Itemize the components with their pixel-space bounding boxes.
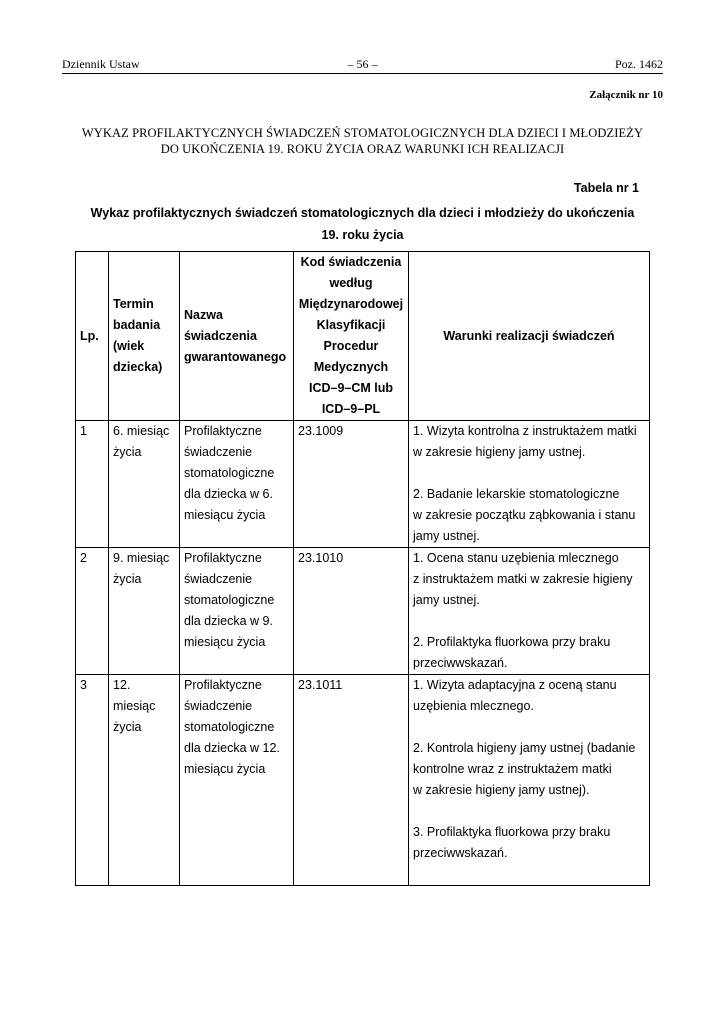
column-header-kod-line: Procedur	[323, 339, 379, 353]
cell-termin-line: życia	[113, 445, 142, 459]
table-body	[76, 421, 650, 886]
table-title-line-1: Wykaz profilaktycznych świadczeń stomatologicznych dla dzieci i młodzieży do ukończenia	[90, 206, 635, 220]
cell-termin-line: 9. miesiąc	[113, 551, 170, 565]
column-header-nazwa	[180, 252, 294, 421]
document-title	[62, 125, 663, 157]
cell-nazwa-line: dla dziecka w 9.	[184, 614, 273, 628]
cell-nazwa-line: Profilaktyczne	[184, 678, 262, 692]
column-header-nazwa-line: Nazwa	[184, 307, 223, 322]
table-row	[76, 421, 650, 548]
cell-warunki-line: z instruktażem matki w zakresie higieny	[413, 572, 633, 586]
column-header-kod-line: Medycznych	[313, 360, 389, 374]
table-row	[76, 675, 650, 886]
cell-nazwa-line: miesiącu życia	[184, 635, 266, 649]
cell-nazwa-line: miesiącu życia	[184, 508, 266, 522]
cell-warunki-line: 1. Wizyta kontrolna z instruktażem matki	[413, 424, 637, 438]
cell-nazwa-line: świadczenie	[184, 445, 253, 459]
paragraph-gap	[413, 864, 645, 885]
cell-warunki-line: jamy ustnej.	[413, 529, 480, 543]
cell-termin-line: życia	[113, 720, 142, 734]
cell-nazwa-line: miesiącu życia	[184, 762, 266, 776]
cell-nazwa-line: stomatologiczne	[184, 593, 275, 607]
cell-kod: 23.1009	[294, 421, 409, 548]
cell-nazwa-line: stomatologiczne	[184, 466, 275, 480]
cell-warunki-line: przeciwwskazań.	[413, 656, 508, 670]
cell-warunki-line: 3. Profilaktyka fluorkowa przy braku	[413, 825, 611, 839]
cell-warunki-line: w zakresie higieny jamy ustnej).	[413, 783, 590, 797]
cell-warunki-line: 1. Ocena stanu uzębienia mlecznego	[413, 551, 619, 565]
cell-nazwa-line: Profilaktyczne	[184, 424, 262, 438]
cell-nazwa	[180, 421, 294, 548]
cell-termin-line: 12.	[113, 678, 131, 692]
cell-nazwa-line: świadczenie	[184, 572, 253, 586]
paragraph-gap	[413, 801, 645, 822]
column-header-nazwa-line: gwarantowanego	[184, 349, 287, 364]
header-rule	[62, 73, 663, 74]
cell-warunki-line: 1. Wizyta adaptacyjna z oceną stanu	[413, 678, 617, 692]
column-header-lp: Lp.	[76, 252, 109, 421]
column-header-termin-line: badania	[113, 318, 161, 332]
cell-kod: 23.1010	[294, 548, 409, 675]
document-title-line-2: DO UKOŃCZENIA 19. ROKU ŻYCIA ORAZ WARUNKI ICH REALIZACJI	[160, 142, 565, 156]
paragraph-gap	[413, 717, 645, 738]
cell-warunki-line: 2. Badanie lekarskie stomatologiczne	[413, 487, 620, 501]
cell-nazwa-line: Profilaktyczne	[184, 551, 262, 565]
column-header-warunki: Warunki realizacji świadczeń	[409, 252, 650, 421]
column-header-kod-line: Klasyfikacji	[316, 318, 386, 332]
cell-warunki	[409, 421, 650, 548]
cell-lp: 3	[76, 675, 109, 886]
document-title-line-1: WYKAZ PROFILAKTYCZNYCH ŚWIADCZEŃ STOMATOLOGICZNYCH DLA DZIECI I MŁODZIEŻY	[81, 126, 644, 140]
cell-termin	[109, 675, 180, 886]
column-header-kod-line: ICD–9–PL	[321, 402, 381, 416]
cell-termin	[109, 421, 180, 548]
column-header-kod-line: według	[329, 276, 373, 290]
column-header-termin-line: (wiek	[113, 339, 145, 353]
cell-warunki	[409, 675, 650, 886]
cell-warunki-line: jamy ustnej.	[413, 593, 480, 607]
cell-nazwa-line: dla dziecka w 6.	[184, 487, 273, 501]
cell-lp: 2	[76, 548, 109, 675]
cell-warunki-line: w zakresie początku ząbkowania i stanu	[413, 508, 636, 522]
header-journal-name: Dziennik Ustaw	[62, 57, 140, 71]
table-title	[62, 202, 663, 246]
header-position: Poz. 1462	[615, 57, 663, 71]
cell-warunki-line: kontrolne wraz z instruktażem matki	[413, 762, 612, 776]
column-header-kod-line: ICD–9–CM lub	[308, 381, 394, 395]
cell-termin-line: życia	[113, 572, 142, 586]
paragraph-gap	[413, 611, 645, 632]
cell-kod: 23.1011	[294, 675, 409, 886]
column-header-nazwa-line: świadczenia	[184, 328, 257, 343]
annex-label: Załącznik nr 10	[589, 89, 663, 101]
table-header-row	[76, 252, 650, 421]
cell-warunki	[409, 548, 650, 675]
cell-nazwa-line: dla dziecka w 12.	[184, 741, 280, 755]
cell-nazwa-line: stomatologiczne	[184, 720, 275, 734]
cell-termin-line: 6. miesiąc	[113, 424, 170, 438]
column-header-termin	[109, 252, 180, 421]
paragraph-gap	[413, 463, 645, 484]
column-header-kod	[294, 252, 409, 421]
cell-nazwa-line: świadczenie	[184, 699, 253, 713]
column-header-termin-line: dziecka)	[113, 360, 163, 374]
cell-warunki-line: 2. Profilaktyka fluorkowa przy braku	[413, 635, 611, 649]
table-title-line-2: 19. roku życia	[321, 228, 404, 242]
column-header-kod-line: Kod świadczenia	[300, 255, 402, 269]
cell-warunki-line: przeciwwskazań.	[413, 846, 508, 860]
column-header-kod-line: Międzynarodowej	[298, 297, 404, 311]
cell-warunki-line: 2. Kontrola higieny jamy ustnej (badanie	[413, 741, 636, 755]
cell-termin-line: miesiąc	[113, 699, 156, 713]
table-row	[76, 548, 650, 675]
cell-termin	[109, 548, 180, 675]
column-header-termin-line: Termin	[113, 297, 154, 311]
table-number: Tabela nr 1	[573, 181, 639, 195]
cell-warunki-line: w zakresie higieny jamy ustnej.	[413, 445, 586, 459]
header-page-number: – 56 –	[347, 57, 378, 71]
cell-lp: 1	[76, 421, 109, 548]
cell-nazwa	[180, 675, 294, 886]
cell-warunki-line: uzębienia mlecznego.	[413, 699, 534, 713]
cell-nazwa	[180, 548, 294, 675]
benefits-table	[75, 251, 650, 886]
